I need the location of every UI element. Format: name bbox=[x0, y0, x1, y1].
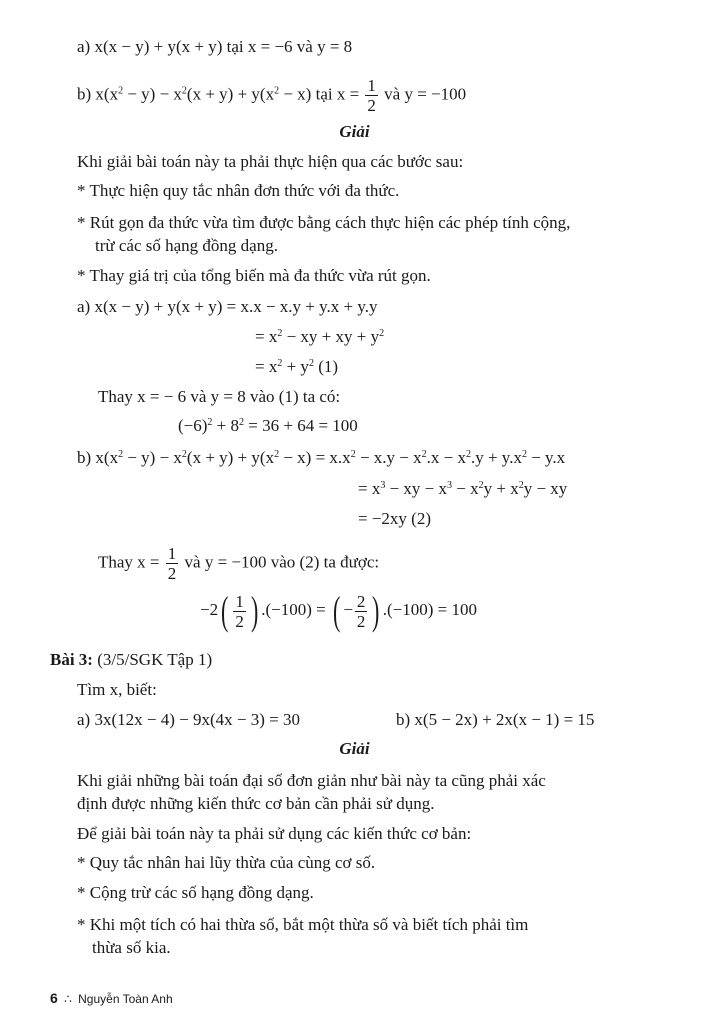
fraction bbox=[355, 592, 368, 631]
text: = x bbox=[255, 327, 278, 346]
text: .y + y.x bbox=[470, 448, 522, 467]
denominator: 2 bbox=[235, 611, 244, 631]
exp: 2 bbox=[118, 85, 124, 97]
solution-a-line1: a) x(x − y) + y(x + y) = x.x − x.y + y.x + y.y bbox=[77, 297, 378, 316]
exp: 2 bbox=[518, 480, 524, 491]
page-number: 6 bbox=[50, 990, 58, 1006]
exercise-heading bbox=[50, 649, 212, 671]
exp: 3 bbox=[380, 480, 386, 491]
text: − x) = x.x bbox=[279, 448, 351, 467]
step-item: * Thay giá trị của tổng biến mà đa thức vừa rút gọn. bbox=[77, 266, 431, 285]
author-name: Nguyễn Toàn Anh bbox=[78, 992, 173, 1006]
problem-b bbox=[77, 76, 466, 115]
solution-heading: Giải bbox=[339, 122, 370, 141]
exp: 2 bbox=[350, 449, 356, 460]
knowledge-item: * Cộng trừ các số hạng đồng dạng. bbox=[77, 883, 314, 902]
text: −2 bbox=[200, 600, 219, 619]
numerator: 1 bbox=[235, 591, 244, 611]
solution-b-line1 bbox=[77, 447, 565, 469]
exp: 2 bbox=[478, 480, 484, 491]
knowledge-item: * Quy tắc nhân hai lũy thừa của cùng cơ số. bbox=[77, 853, 376, 872]
knowledge-item-cont: thừa số kia. bbox=[92, 938, 171, 957]
intro-text: Khi giải những bài toán đại số đơn giản như bài này ta cũng phải xác bbox=[77, 771, 546, 790]
exercise-a: a) 3x(12x − 4) − 9x(4x − 3) = 30 bbox=[77, 710, 300, 729]
exp: 3 bbox=[447, 480, 453, 491]
text: = 36 + 64 = 100 bbox=[244, 416, 358, 435]
text: + y bbox=[282, 357, 309, 376]
exp: 2 bbox=[465, 449, 471, 460]
denominator: 2 bbox=[367, 96, 376, 115]
solution-b-line3: = −2xy (2) bbox=[358, 509, 431, 528]
text: − bbox=[343, 600, 353, 619]
exp: 2 bbox=[274, 449, 280, 460]
paren-close: ) bbox=[372, 588, 380, 634]
paren-open: ( bbox=[221, 588, 229, 634]
intro-text: Để giải bài toán này ta phải sử dụng các kiến thức cơ bản: bbox=[77, 824, 472, 843]
solution-b-calc bbox=[200, 588, 477, 634]
knowledge-item: * Khi một tích có hai thừa số, bắt một thừa số và biết tích phải tìm bbox=[77, 915, 529, 934]
text: .(−100) = 100 bbox=[382, 600, 477, 619]
text: − y.x bbox=[526, 448, 566, 467]
exp: 2 bbox=[277, 358, 283, 369]
text: và y = −100 bbox=[379, 84, 467, 104]
text: Thay x = bbox=[98, 552, 164, 572]
numerator: 1 bbox=[167, 544, 177, 563]
fraction bbox=[233, 592, 246, 631]
step-item: * Rút gọn đa thức vừa tìm được bằng cách thực hiện các phép tính cộng, bbox=[77, 213, 571, 232]
problem-a: a) x(x − y) + y(x + y) tại x = −6 và y = 8 bbox=[77, 37, 353, 56]
solution-a-line2 bbox=[255, 326, 384, 348]
solution-b-line2 bbox=[358, 478, 567, 500]
exp: 2 bbox=[277, 328, 283, 339]
fraction bbox=[365, 76, 378, 115]
exp: 2 bbox=[421, 449, 427, 460]
solution-heading: Giải bbox=[339, 739, 370, 758]
text: = x bbox=[358, 479, 381, 498]
text: y + x bbox=[483, 479, 519, 498]
step-item-cont: trừ các số hạng đồng dạng. bbox=[95, 236, 278, 255]
exp: 2 bbox=[118, 449, 124, 460]
step-item: * Thực hiện quy tắc nhân đơn thức với đa thức. bbox=[77, 181, 400, 200]
exercise-label: Bài 3: bbox=[50, 650, 93, 669]
intro-text-cont: định được những kiến thức cơ bản cần phải sử dụng. bbox=[77, 794, 435, 813]
text: (1) bbox=[313, 357, 339, 376]
page-footer bbox=[50, 987, 173, 1010]
text: b) x(x bbox=[77, 84, 119, 104]
exp: 2 bbox=[379, 328, 385, 339]
text: b) x(x bbox=[77, 448, 119, 467]
text: − y) − x bbox=[123, 448, 182, 467]
exercise-ref: (3/5/SGK Tập 1) bbox=[92, 650, 213, 669]
numerator: 1 bbox=[367, 76, 376, 95]
exercise-b: b) x(5 − 2x) + 2x(x − 1) = 15 bbox=[396, 710, 595, 729]
solution-a-calc bbox=[178, 415, 358, 437]
text: + 8 bbox=[212, 416, 240, 435]
exp: 2 bbox=[521, 449, 527, 460]
text: − xy − x bbox=[385, 479, 448, 498]
exp: 2 bbox=[207, 417, 213, 428]
exp: 2 bbox=[308, 358, 314, 369]
exp: 2 bbox=[274, 85, 280, 97]
solution-a-line3 bbox=[255, 356, 338, 378]
denominator: 2 bbox=[167, 564, 177, 583]
text: − x bbox=[452, 479, 479, 498]
text: − y) − x bbox=[123, 84, 182, 104]
paren-close: ) bbox=[250, 588, 259, 634]
paren-open: ( bbox=[332, 588, 341, 634]
exp: 2 bbox=[181, 85, 187, 97]
text: (−6) bbox=[178, 416, 208, 435]
text: y − xy bbox=[523, 479, 568, 498]
text: .(−100) = bbox=[261, 600, 330, 619]
text: .x − x bbox=[426, 448, 466, 467]
solution-a-sub: Thay x = − 6 và y = 8 vào (1) ta có: bbox=[98, 387, 341, 406]
fraction bbox=[166, 544, 179, 583]
exp: 2 bbox=[239, 417, 245, 428]
text: − x) tại x = bbox=[279, 84, 364, 104]
intro-text: Khi giải bài toán này ta phải thực hiện qua các bước sau: bbox=[77, 152, 464, 171]
text: (x + y) + y(x bbox=[186, 84, 275, 104]
text: − x.y − x bbox=[355, 448, 422, 467]
text: − xy + xy + y bbox=[282, 327, 380, 346]
exercise-prompt: Tìm x, biết: bbox=[77, 680, 157, 699]
text: (x + y) + y(x bbox=[186, 448, 275, 467]
denominator: 2 bbox=[356, 611, 366, 631]
numerator: 2 bbox=[356, 591, 366, 611]
exp: 2 bbox=[181, 449, 187, 460]
text: và y = −100 vào (2) ta được: bbox=[180, 552, 380, 572]
solution-b-sub bbox=[98, 544, 379, 583]
text: = x bbox=[255, 357, 278, 376]
footer-mark: ∴ bbox=[64, 992, 72, 1006]
